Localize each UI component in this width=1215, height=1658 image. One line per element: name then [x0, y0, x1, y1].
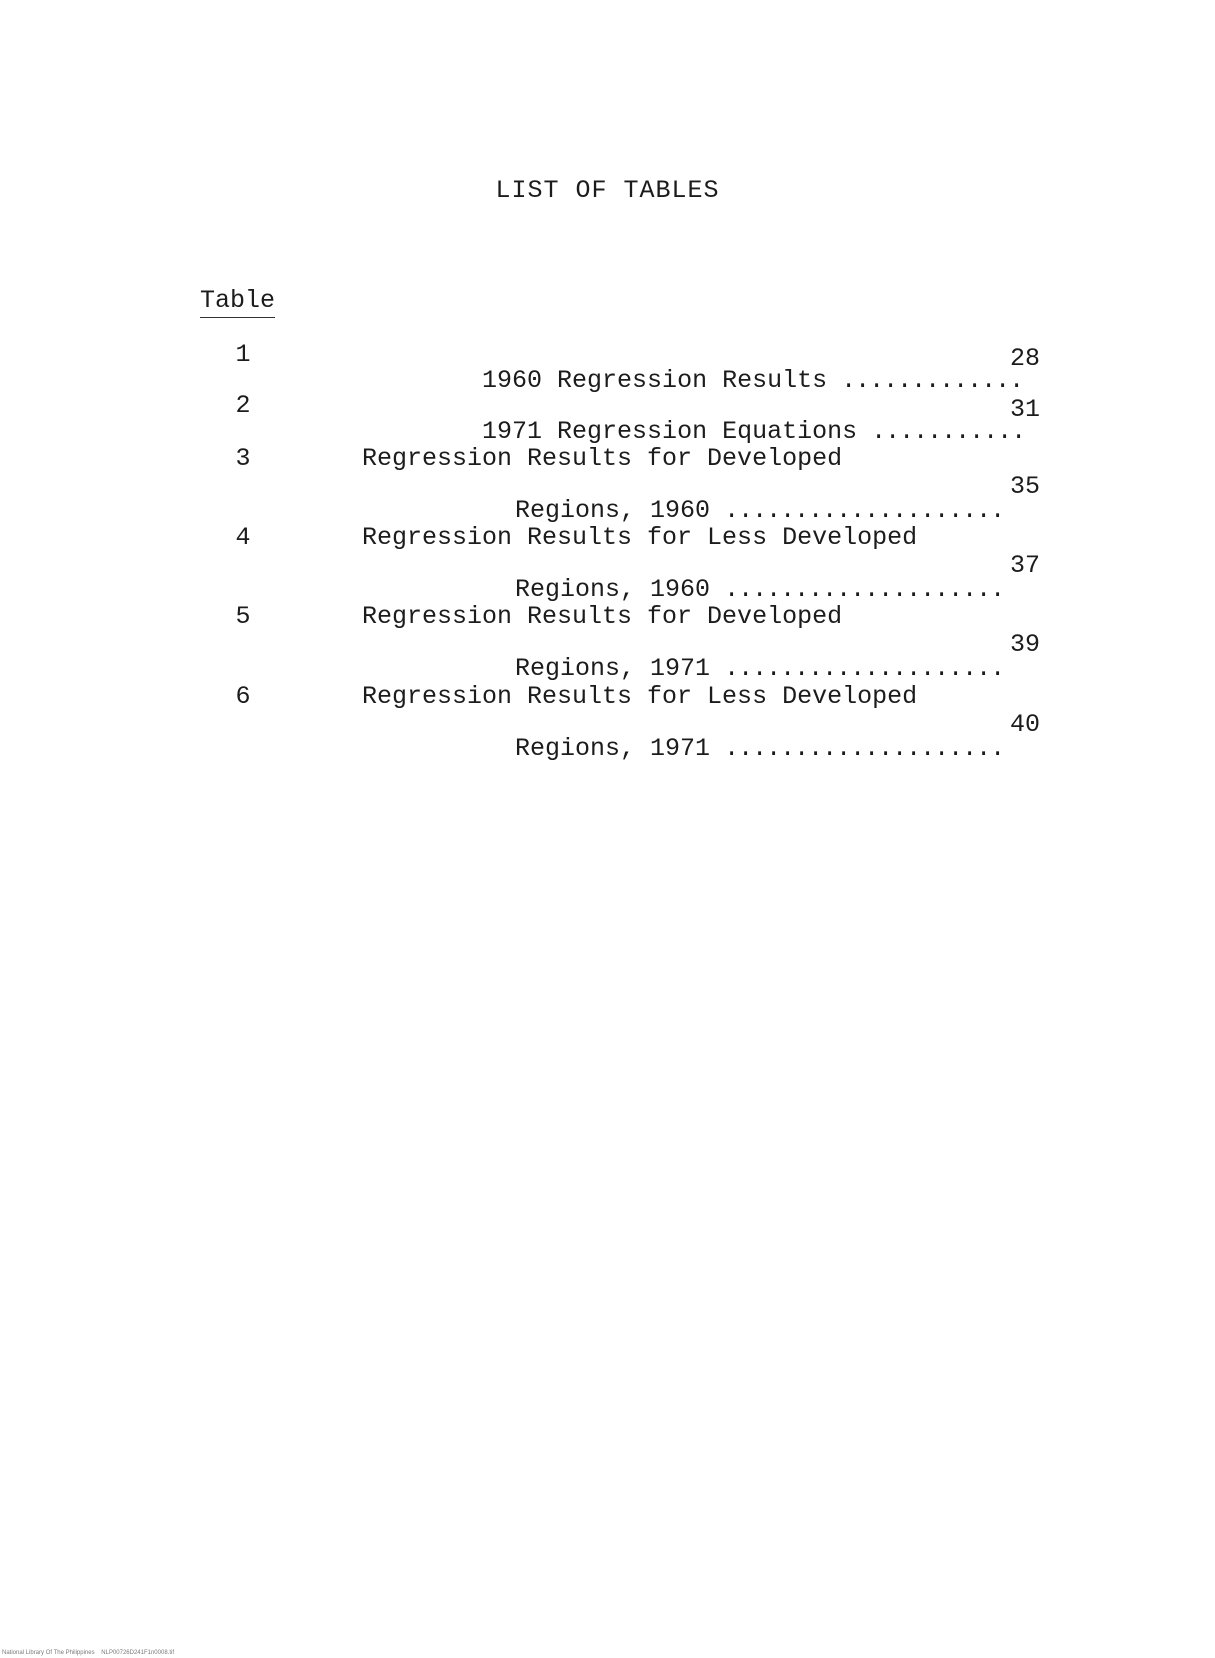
toc-dot-leader: ....................: [710, 734, 1005, 763]
toc-dot-leader: ....................: [710, 654, 1005, 683]
toc-entry-title: 1960 Regression Results: [482, 366, 828, 395]
table-column-heading: Table: [200, 286, 275, 318]
toc-entry-number: 4: [235, 523, 251, 552]
toc-entry-title-continuation: Regions, 1960: [515, 496, 711, 525]
page-title: LIST OF TABLES: [495, 176, 720, 205]
toc-dot-leader: ....................: [710, 496, 1005, 525]
toc-entry-title: Regression Results for Less Developed: [362, 523, 918, 552]
toc-entry-page: 40: [1010, 710, 1041, 739]
toc-entry-page: 31: [1010, 395, 1041, 424]
toc-entry-number: 5: [235, 602, 251, 631]
toc-entry-page: 28: [1010, 344, 1041, 373]
scan-footer-text: National Library Of The Philippines NLP00726D241F1n0008.tif: [2, 1650, 174, 1656]
toc-entry-page: 35: [1010, 472, 1041, 501]
toc-entry-title-continuation: Regions, 1971: [515, 654, 711, 683]
toc-entry-number: 3: [235, 444, 251, 473]
toc-entry-title-continuation: Regions, 1971: [515, 734, 711, 763]
toc-dot-leader: ....................: [710, 575, 1005, 604]
toc-entry-title: 1971 Regression Equations: [482, 417, 858, 446]
toc-entry-number: 1: [235, 340, 251, 369]
toc-dot-leader: ...........: [857, 417, 1026, 446]
toc-entry-title: Regression Results for Developed: [362, 444, 843, 473]
toc-entry-title-continuation: Regions, 1960: [515, 575, 711, 604]
toc-entry-number: 2: [235, 391, 251, 420]
toc-entry-page: 39: [1010, 630, 1041, 659]
toc-entry-number: 6: [235, 682, 251, 711]
toc-dot-leader: .............: [827, 366, 1024, 395]
toc-entry-page: 37: [1010, 551, 1041, 580]
toc-entry-title: Regression Results for Less Developed: [362, 682, 918, 711]
toc-entry-title: Regression Results for Developed: [362, 602, 843, 631]
